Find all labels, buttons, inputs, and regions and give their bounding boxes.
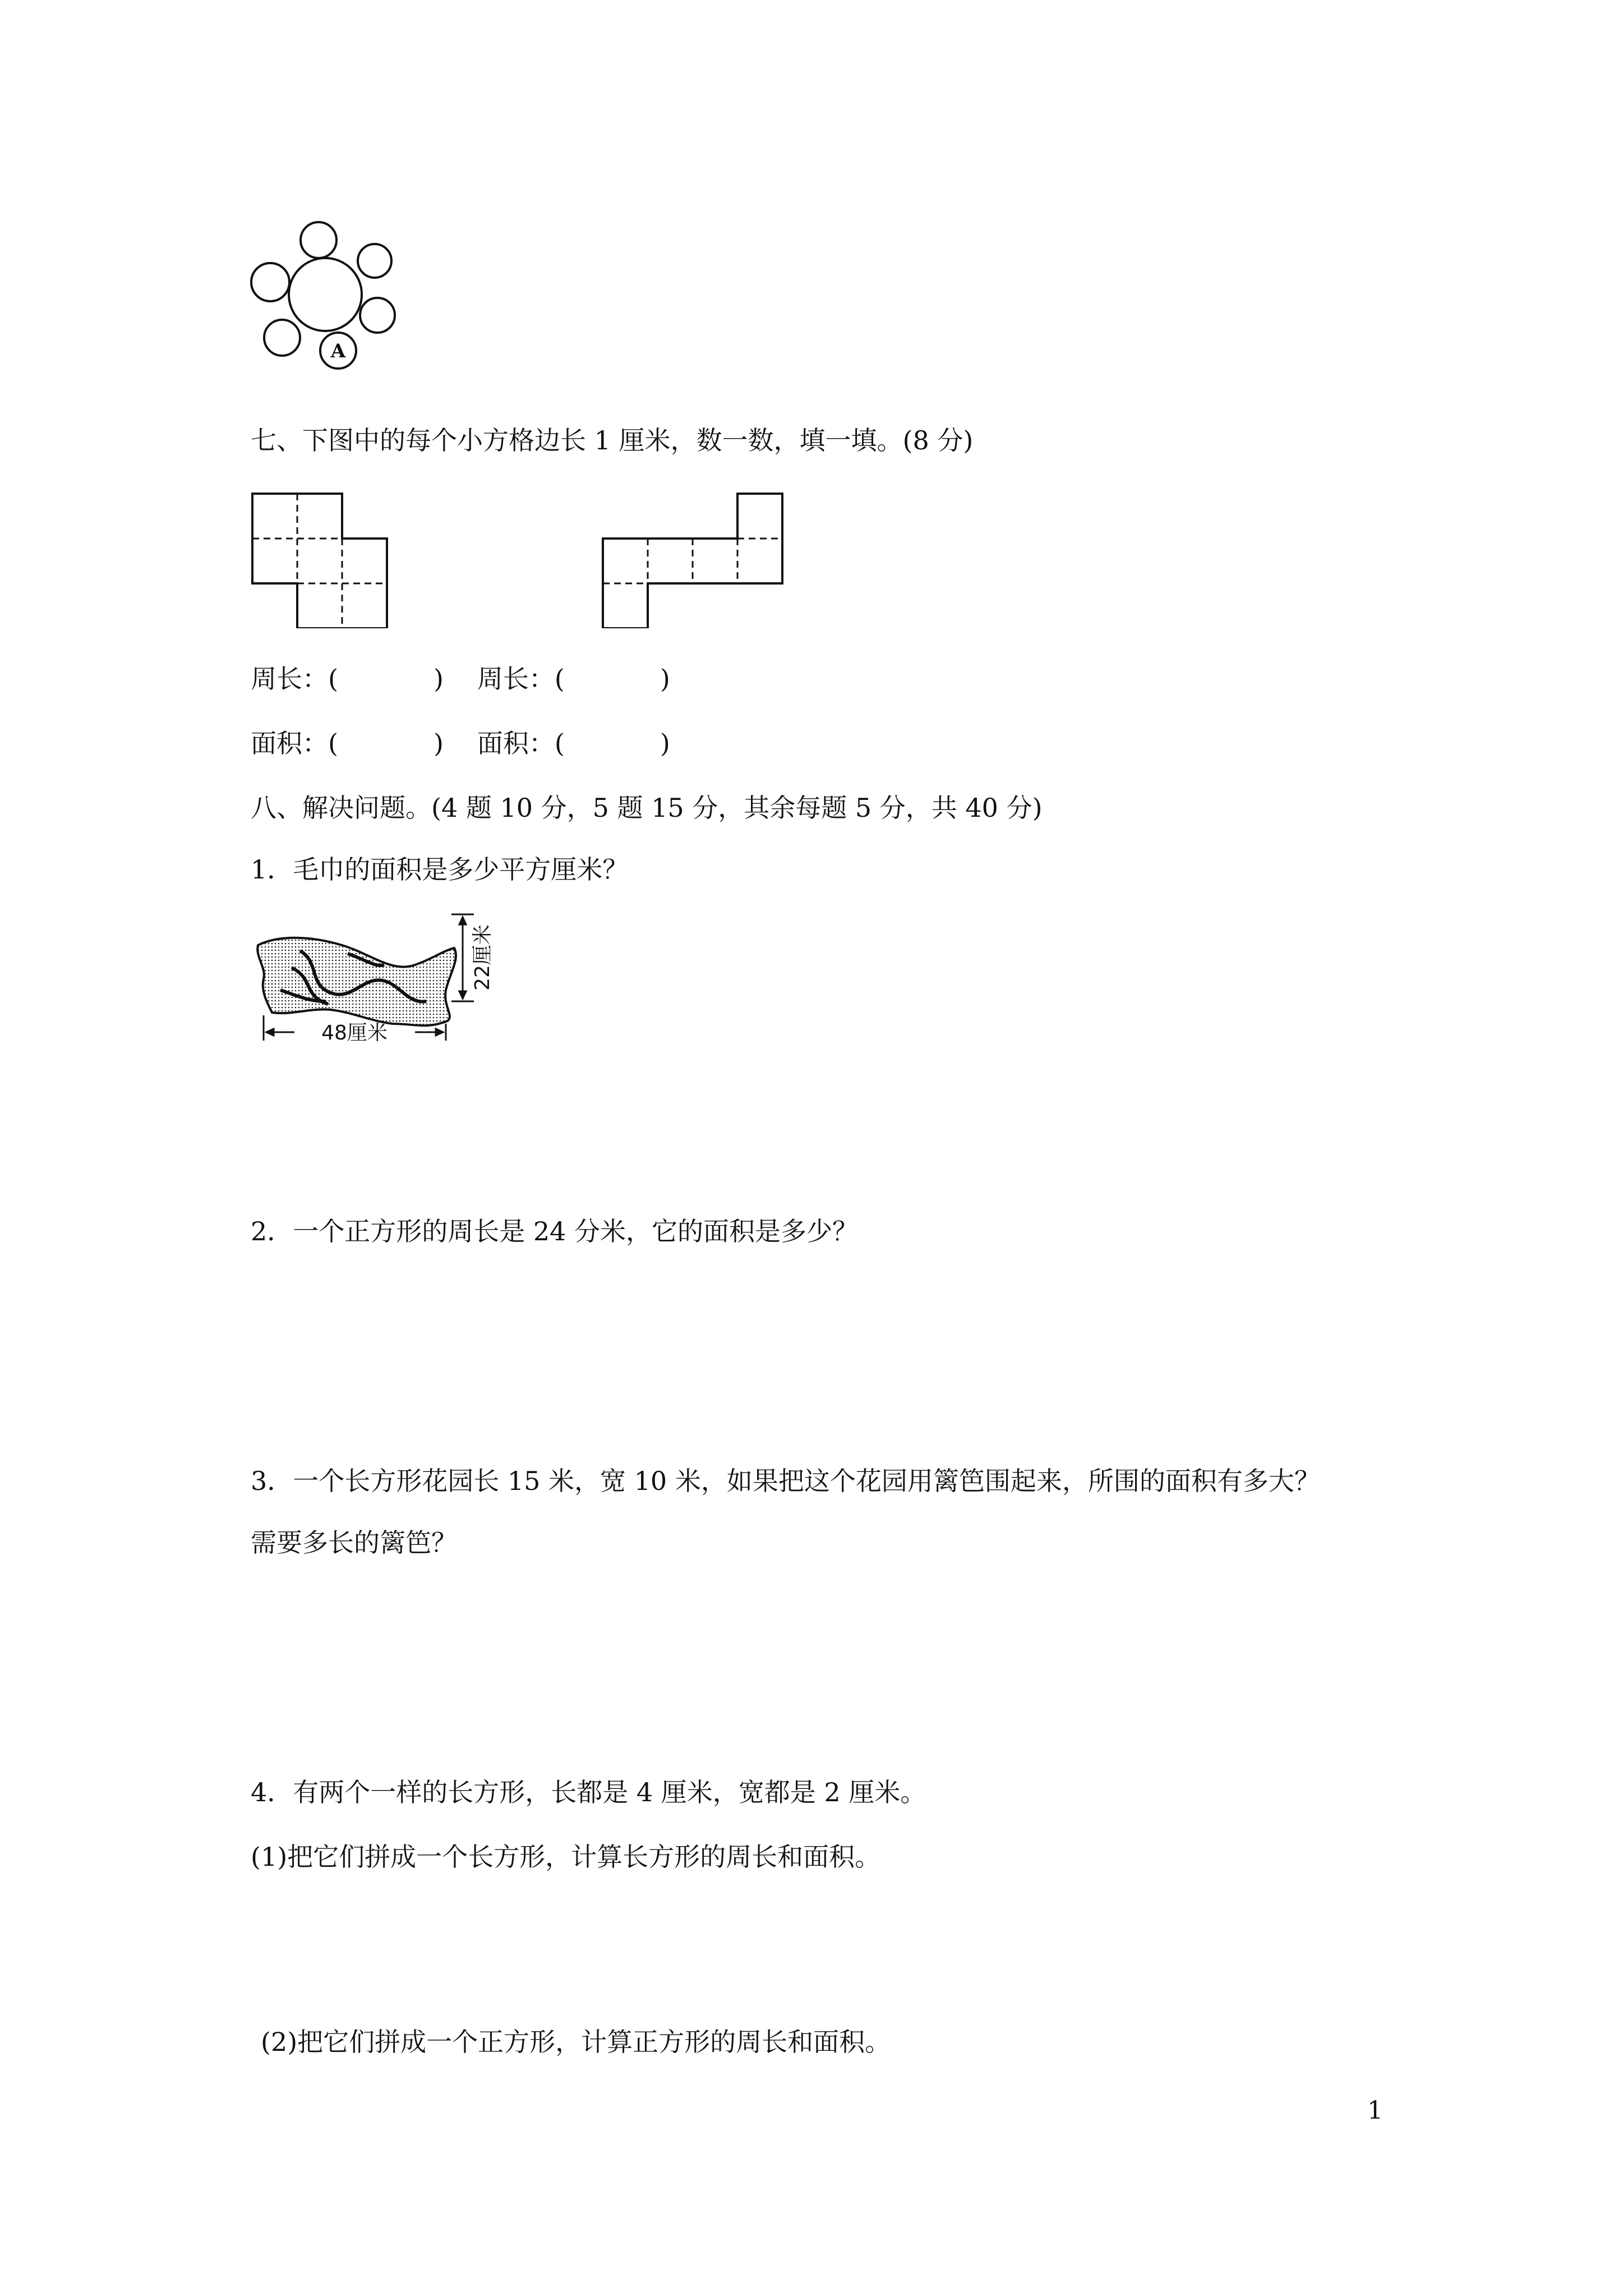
towel-shape [257,938,456,1025]
towel-height-label: 22厘米 [471,924,494,991]
section-8-heading: 八、解决问题。(4 题 10 分，5 题 15 分，其余每题 5 分，共 40 分) [251,793,1043,823]
small-circle-lower-right [360,298,395,333]
close-paren: ) [660,728,670,758]
center-circle [289,258,362,331]
perimeter-row [251,662,670,696]
question-1: 1．毛巾的面积是多少平方厘米？ [251,854,629,885]
small-circle-lower-left [264,320,300,356]
perimeter-label-2: 周长：( [477,664,565,694]
page-number: 1 [1367,2096,1383,2125]
small-circle-left [251,263,289,301]
circles-figure [247,213,409,376]
question-4: 4．有两个一样的长方形，长都是 4 厘米，宽都是 2 厘米。 [251,1777,926,1807]
small-circle-top [301,222,336,258]
section-7-heading: 七、下图中的每个小方格边长 1 厘米，数一数，填一填。(8 分) [251,425,974,455]
area-label-1: 面积：( [251,728,338,758]
question-3-line-1: 3．一个长方形花园长 15 米，宽 10 米，如果把这个花园用篱笆围起来，所围的面积有多大？ [251,1466,1320,1496]
perimeter-label-1: 周长：( [251,664,338,694]
close-paren: ) [433,728,444,758]
close-paren: ) [660,664,670,694]
circle-label-a: A [330,340,346,362]
area-row [251,726,670,760]
area-label-2: 面积：( [477,728,565,758]
question-4-part-1: (1)把它们拼成一个长方形，计算长方形的周长和面积。 [251,1842,881,1872]
question-3-line-2: 需要多长的篱笆？ [251,1527,457,1558]
towel-figure [247,912,510,1046]
close-paren: ) [433,664,444,694]
question-2: 2．一个正方形的周长是 24 分米，它的面积是多少？ [251,1216,859,1246]
towel-width-label: 48厘米 [321,1022,388,1045]
grid-shape-1 [247,488,398,628]
question-4-part-2: (2)把它们拼成一个正方形，计算正方形的周长和面积。 [261,2027,891,2057]
small-circle-upper-right [358,244,391,278]
grid-shape-2 [597,488,791,628]
